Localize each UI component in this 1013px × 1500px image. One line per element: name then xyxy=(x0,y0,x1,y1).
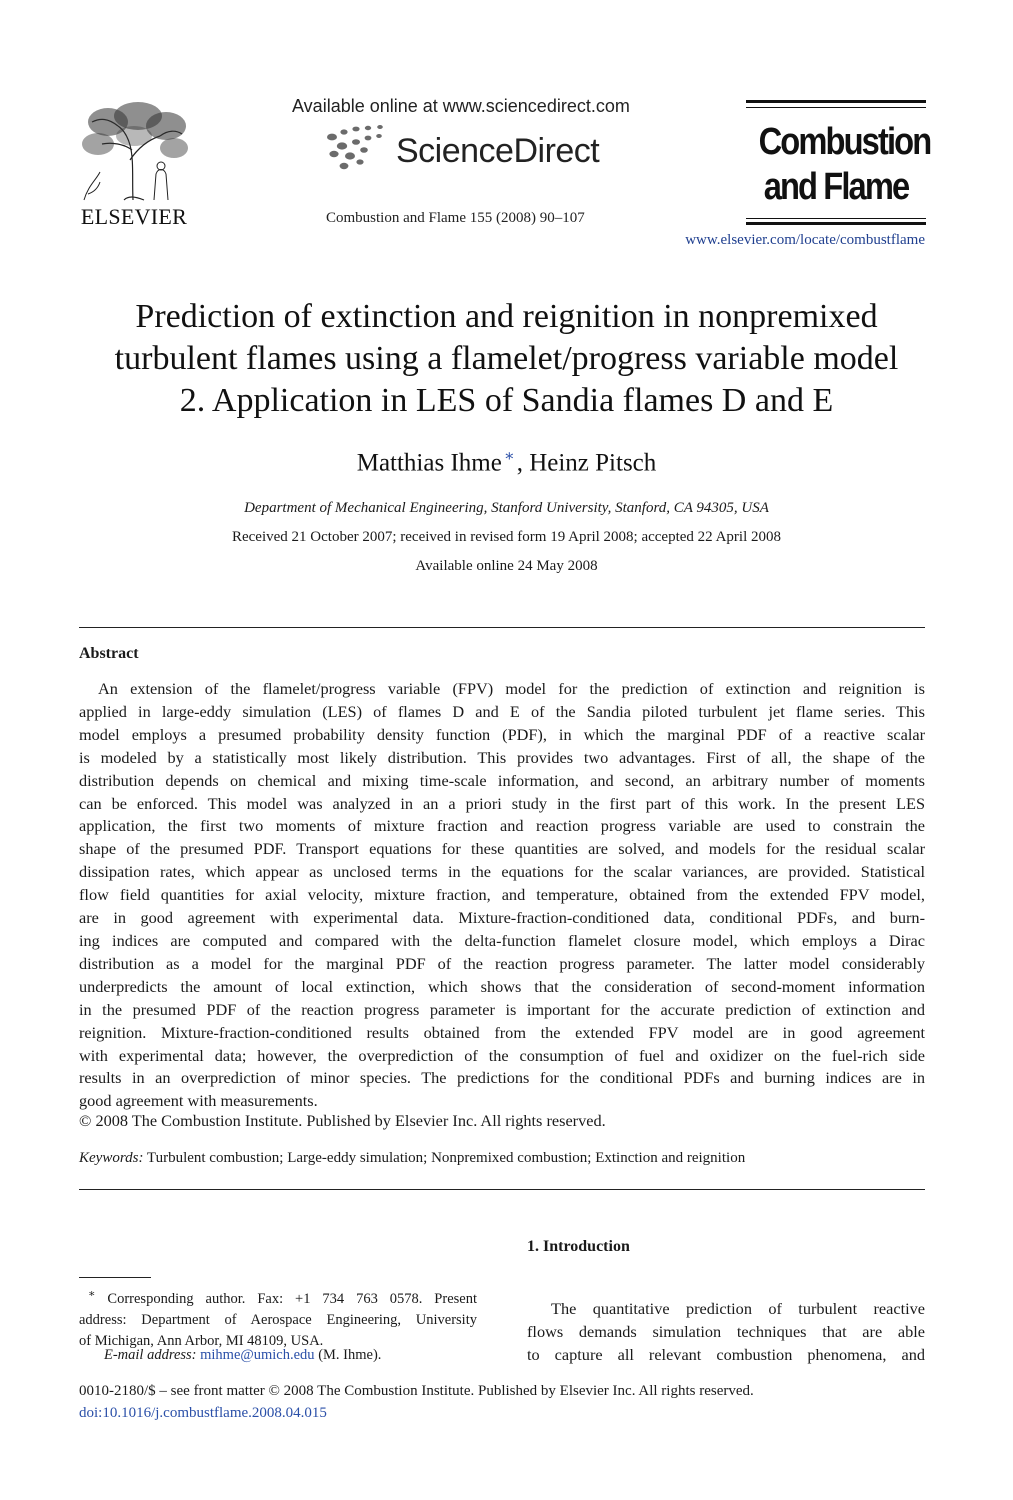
abstract-line: shape of the presumed PDF. Transport equations for these quantities are solved, and models for the residual scalar xyxy=(79,839,925,859)
elsevier-tree-icon xyxy=(78,100,190,202)
title-line: Prediction of extinction and reignition in nonpremixed xyxy=(135,298,878,335)
affiliation: Department of Mechanical Engineering, Stanford University, Stanford, CA 94305, USA xyxy=(244,500,769,516)
author-name: Matthias Ihme xyxy=(356,449,502,477)
abstract-line: is modeled by a statistically most likely distribution. This provides two advantages. First of all, the shape of the xyxy=(79,747,925,767)
doi-link[interactable]: doi:10.1016/j.combustflame.2008.04.015 xyxy=(79,1405,327,1421)
abstract-top-rule xyxy=(79,627,925,628)
abstract-line: results in an overprediction of minor species. The predictions for the conditional PDFs and burning indices are in xyxy=(79,1068,925,1088)
received-dates: Received 21 October 2007; received in revised form 19 April 2008; accepted 22 April 2008 xyxy=(231,529,781,545)
masthead-rule-top xyxy=(746,100,926,103)
masthead-rule-bottom-thin xyxy=(746,218,926,219)
sciencedirect-dots-icon xyxy=(322,124,394,172)
title-line: turbulent flames using a flamelet/progress variable model xyxy=(114,340,899,377)
journal-url-link[interactable]: www.elsevier.com/locate/combustflame xyxy=(685,232,925,248)
masthead-rule-top-thin xyxy=(746,107,926,108)
email-owner: (M. Ihme). xyxy=(314,1347,382,1363)
masthead-rule-bottom xyxy=(746,222,926,225)
footnote-text: Corresponding author. Fax: +1 734 763 0578. Present xyxy=(95,1290,477,1307)
abstract-line: model employs a presumed probability density function (PDF), in which the marginal PDF of a reactive scalar xyxy=(79,724,925,744)
author-name: , Heinz Pitsch xyxy=(516,449,657,477)
journal-name-line2: and Flame xyxy=(763,166,909,208)
elsevier-logo xyxy=(78,100,190,228)
email-link[interactable]: mihme@umich.edu xyxy=(200,1347,315,1363)
email-address-line xyxy=(104,1347,381,1364)
footnote-mark: ∗ xyxy=(88,1288,96,1300)
email-label: E-mail address: xyxy=(104,1347,197,1363)
abstract-line: applied in large-eddy simulation (LES) of flames D and E of the Sandia piloted turbulent jet flame series. This xyxy=(79,701,925,721)
abstract-line: flow field quantities for axial velocity, mixture fraction, and temperature, obtained from the extended FPV model, xyxy=(79,885,925,905)
journal-masthead xyxy=(746,100,931,230)
abstract-line: dissipation rates, which appear as unclosed terms in the equations for the scalar variances, are provided. Statistical xyxy=(79,862,925,882)
keywords-label: Keywords: xyxy=(79,1150,144,1166)
introduction-line: to capture all relevant combustion phenomena, and xyxy=(527,1345,925,1364)
sciencedirect-wordmark: ScienceDirect xyxy=(396,132,600,170)
journal-name xyxy=(758,120,931,210)
introduction-body xyxy=(527,1297,925,1366)
author-list xyxy=(0,446,1013,477)
abstract-line: distribution depends on chemical and mixing time-scale information, and second, an arbitrary number of moments xyxy=(79,770,925,790)
abstract-heading: Abstract xyxy=(79,645,139,662)
abstract-line: underpredicts the amount of local extinction, which shows that the consideration of second-moment information xyxy=(79,976,925,996)
journal-name-line1: Combustion xyxy=(758,121,931,163)
title-line: 2. Application in LES of Sandia flames D and E xyxy=(179,382,834,419)
sciencedirect-logo[interactable] xyxy=(322,124,622,174)
article-title xyxy=(60,296,953,422)
abstract-line: with experimental data; however, the overprediction of the consumption of fuel and oxidizer on the fuel-rich side xyxy=(79,1045,925,1065)
corresponding-author-footnote xyxy=(79,1284,477,1352)
available-online-text[interactable]: Available online at www.sciencedirect.com xyxy=(292,96,630,116)
abstract-line: good agreement with measurements. xyxy=(79,1091,318,1111)
introduction-line: The quantitative prediction of turbulent reactive xyxy=(551,1299,925,1318)
abstract-line: An extension of the flamelet/progress variable (FPV) model for the prediction of extinction and reignition is xyxy=(98,679,925,698)
corresponding-author-mark[interactable]: ∗ xyxy=(503,448,515,465)
footnote-line xyxy=(79,1284,477,1310)
issn-front-matter: 0010-2180/$ – see front matter © 2008 The Combustion Institute. Published by Elsevier Inc. All rights reserved. xyxy=(79,1383,754,1399)
abstract-line: distribution as a model for the marginal PDF of the reaction progress parameter. The latter model considerably xyxy=(79,953,925,973)
abstract-line: application, the first two moments of mixture fraction and reaction progress variable are used to constrain the xyxy=(79,816,925,836)
journal-citation: Combustion and Flame 155 (2008) 90–107 xyxy=(326,210,585,226)
abstract-line: reignition. Mixture-fraction-conditioned results obtained from the extended FPV model are in good agreement xyxy=(79,1022,925,1042)
abstract-bottom-rule xyxy=(79,1189,925,1190)
footnote-rule xyxy=(79,1277,151,1278)
abstract-line: can be enforced. This model was analyzed in an a priori study in the first part of this work. In the present LES xyxy=(79,793,925,813)
keywords-list: Turbulent combustion; Large-eddy simulation; Nonpremixed combustion; Extinction and reignition xyxy=(143,1150,746,1166)
introduction-line: flows demands simulation techniques that are able xyxy=(527,1322,925,1341)
abstract-line: are in good agreement with experimental data. Mixture-fraction-conditioned data, conditional PDFs, and burn- xyxy=(79,908,925,928)
abstract-body xyxy=(79,678,925,1113)
publisher-name: ELSEVIER xyxy=(80,204,188,229)
section-heading-introduction: 1. Introduction xyxy=(527,1238,630,1255)
abstract-copyright: © 2008 The Combustion Institute. Published by Elsevier Inc. All rights reserved. xyxy=(79,1111,606,1130)
footnote-line: address: Department of Aerospace Engineering, University xyxy=(79,1311,477,1328)
keywords xyxy=(79,1150,745,1167)
abstract-line: ing indices are computed and compared with the delta-function flamelet closure model, which employs a Dirac xyxy=(79,930,925,950)
footnote-line: of Michigan, Ann Arbor, MI 48109, USA. xyxy=(79,1332,324,1349)
available-online-date: Available online 24 May 2008 xyxy=(415,558,598,574)
abstract-line: in the presumed PDF of the reaction progress parameter is important for the accurate prediction of extinction and xyxy=(79,999,925,1019)
